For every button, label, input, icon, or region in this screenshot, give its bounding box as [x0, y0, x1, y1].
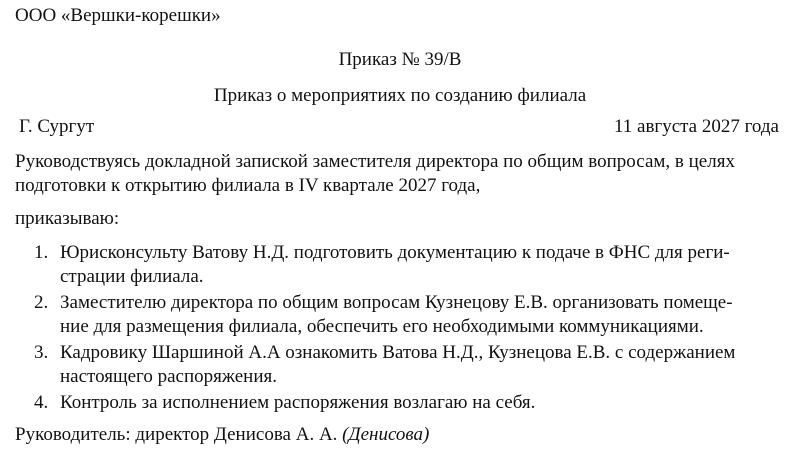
order-item-number: 2. [34, 292, 49, 313]
order-item-line-1: Юрисконсульту Ватову Н.Д. подготовить документацию к подаче в ФНС для реги- [60, 242, 730, 263]
order-word: приказываю: [15, 208, 120, 229]
order-item-line-2: страции филиала. [60, 266, 204, 287]
order-intro: Руководствуясь докладной запиской заместителя директора по общим вопросам, в целях подготовки к открытию филиала в IV квартале 2027 года, [15, 151, 735, 196]
order-item-number: 3. [34, 342, 49, 363]
order-item [15, 391, 793, 415]
signature-label: Руководитель: директор Денисова А. А. [15, 424, 338, 445]
signature-line [15, 424, 429, 447]
order-items-list [15, 241, 793, 417]
order-item-line-1: Заместителю директора по общим вопросам Кузнецову Е.В. организовать помеще- [60, 292, 733, 313]
order-item-line-1: Кадровику Шаршиной А.А ознакомить Ватова Н.Д., Кузнецова Е.В. с содержанием [60, 342, 736, 363]
order-item [15, 241, 793, 289]
order-item-number: 4. [34, 392, 49, 413]
order-item-number: 1. [34, 242, 49, 263]
order-city: Г. Сургут [19, 116, 95, 137]
signature-name: (Денисова) [342, 424, 430, 445]
order-date: 11 августа 2027 года [613, 116, 779, 137]
order-item [15, 341, 793, 389]
order-item [15, 291, 793, 339]
order-title: Приказ о мероприятиях по созданию филиала [213, 85, 587, 106]
order-number: Приказ № 39/В [338, 49, 462, 70]
organization-name: ООО «Вершки-корешки» [15, 5, 221, 26]
order-item-line-2: настоящего распоряжения. [60, 366, 278, 387]
order-item-line-1: Контроль за исполнением распоряжения возлагаю на себя. [60, 392, 536, 413]
order-item-line-2: ние для размещения филиала, обеспечить его необходимыми коммуникациями. [60, 316, 704, 337]
